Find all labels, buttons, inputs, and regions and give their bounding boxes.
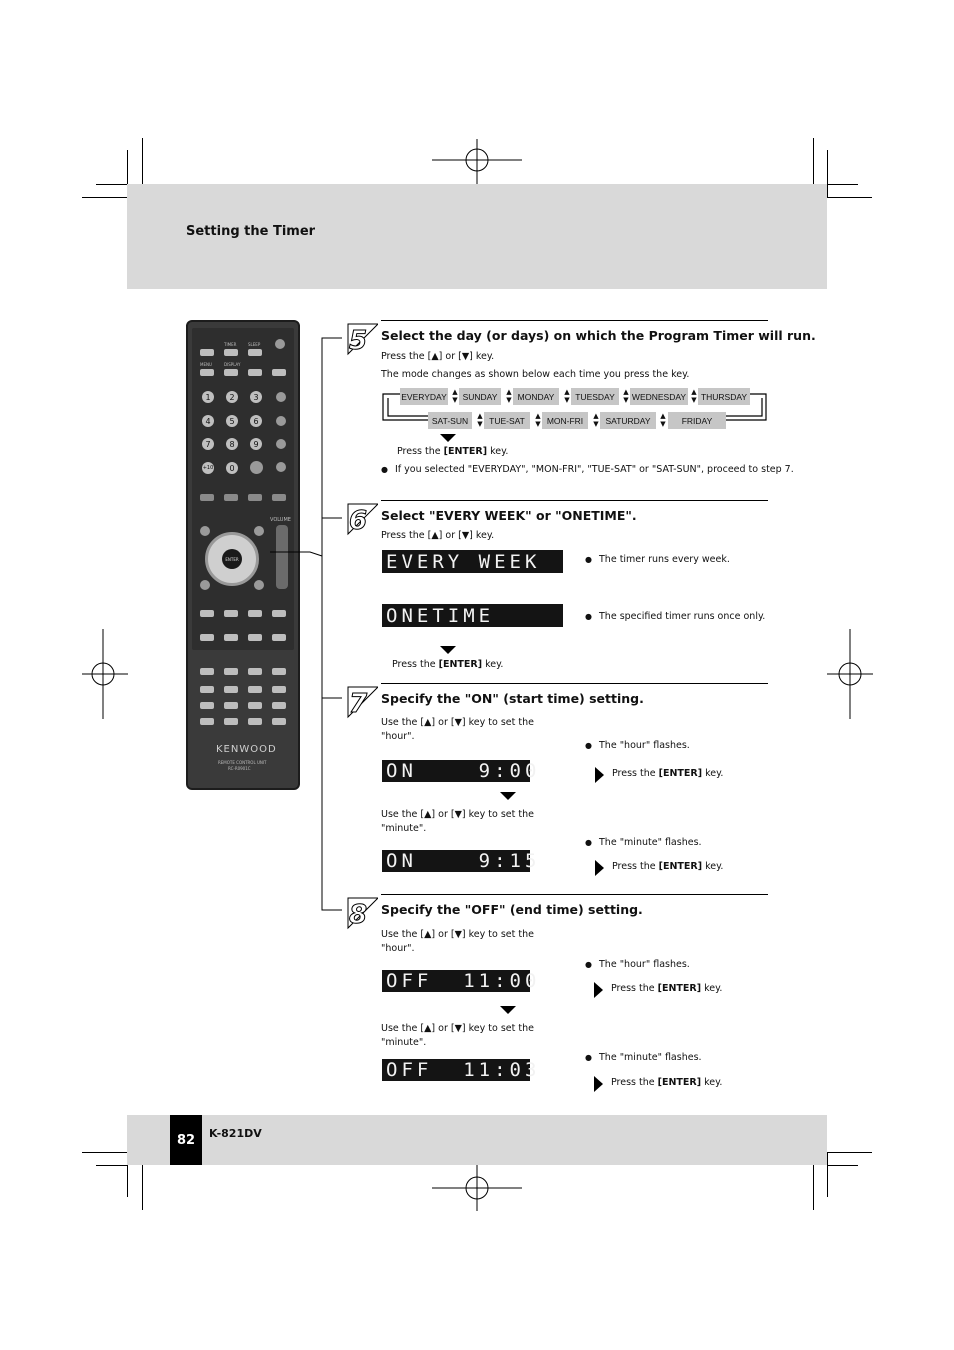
instruction-line: The mode changes as shown below each time you press the key. (381, 369, 690, 380)
down-arrow-icon: ▼ (454, 717, 462, 728)
toggle-arrows-icon: ▲ ▼ (623, 388, 629, 404)
day-option: WEDNESDAY (630, 388, 688, 405)
down-arrow-icon (500, 792, 516, 800)
text: ] or [ (431, 809, 455, 820)
right-arrow-icon (595, 767, 604, 783)
remote-key (224, 718, 238, 725)
remote-key (224, 494, 238, 501)
press-enter-line (612, 767, 723, 781)
day-option: SATURDAY (600, 412, 656, 429)
step-title: Specify the "OFF" (end time) setting. (381, 902, 643, 917)
digit-key: 0 (226, 462, 238, 474)
registration-mark-left (82, 629, 128, 719)
digit-key: +10 (202, 462, 214, 474)
right-arrow-icon (594, 982, 603, 998)
note-bullet: ● The "minute" flashes. (599, 1051, 702, 1065)
enter-key-label: [ENTER] (657, 1077, 702, 1088)
text: key. (482, 659, 504, 670)
lcd-display: EVERY WEEK (382, 550, 563, 573)
remote-key (224, 610, 238, 617)
step-number-8 (344, 896, 378, 930)
step-number-text: 6 (349, 506, 368, 536)
lcd-display: ON 9:15 (382, 850, 530, 872)
day-option: EVERYDAY (400, 388, 448, 405)
toggle-arrows-icon: ▲ ▼ (660, 412, 666, 428)
step-number-text: 8 (349, 900, 368, 930)
crop-mark (82, 1152, 127, 1153)
remote-key (200, 668, 214, 675)
press-enter-line (612, 860, 723, 874)
crop-mark (827, 197, 872, 198)
text: Press the (397, 446, 444, 457)
text: ] or [ (438, 351, 462, 362)
step-number-text: 5 (349, 326, 368, 356)
crop-mark (827, 150, 828, 197)
instruction-line (381, 1022, 566, 1050)
day-option: MONDAY (513, 388, 559, 405)
crop-mark (142, 138, 143, 184)
text: Press the (611, 1077, 658, 1088)
lcd-display: OFF 11:03 (382, 1059, 530, 1081)
step-rule (381, 320, 768, 321)
toggle-arrows-icon: ▲ ▼ (506, 388, 512, 404)
down-arrow-icon: ▼ (454, 1023, 462, 1034)
step-number-6 (344, 502, 378, 536)
digit-key: 7 (202, 438, 214, 450)
note-bullet: ● The "hour" flashes. (599, 958, 690, 972)
down-arrow-icon: ▼ (461, 351, 470, 362)
model-name: K-821DV (209, 1127, 262, 1140)
press-enter-line (611, 1076, 722, 1090)
note-bullet: ● The specified timer runs once only. (599, 610, 765, 624)
remote-model-line: RC-R0901C (228, 766, 251, 771)
instruction-line (381, 529, 494, 543)
text: key. (701, 1077, 723, 1088)
press-enter-line (392, 658, 503, 672)
remote-label: MENU (200, 362, 212, 367)
remote-key (200, 349, 214, 356)
press-enter-line (397, 445, 508, 459)
down-arrow-icon: ▼ (461, 530, 470, 541)
text: Press the (611, 983, 658, 994)
text: Press the (612, 861, 659, 872)
toggle-arrows-icon: ▲ ▼ (593, 412, 599, 428)
toggle-arrows-icon: ▲ ▼ (691, 388, 697, 404)
down-arrow-icon (500, 1006, 516, 1014)
remote-key (200, 686, 214, 693)
step-title: Select "EVERY WEEK" or "ONETIME". (381, 508, 637, 523)
step-title: Specify the "ON" (start time) setting. (381, 691, 644, 706)
enter-key-label: [ENTER] (658, 768, 703, 779)
up-arrow-icon: ▲ (424, 809, 432, 820)
text: key. (701, 983, 723, 994)
digit-key: 9 (250, 438, 262, 450)
text: key. (487, 446, 509, 457)
step-rule (381, 500, 768, 501)
step-number-text: 7 (349, 689, 368, 719)
remote-key (200, 702, 214, 709)
text: ] key to set the (461, 717, 534, 728)
digit-key: 4 (202, 415, 214, 427)
crop-mark (827, 1152, 828, 1197)
day-option: SUNDAY (459, 388, 501, 405)
text: ] or [ (438, 530, 462, 541)
step-number-7 (344, 685, 378, 719)
note-bullet: ● The "hour" flashes. (599, 739, 690, 753)
text: ] or [ (431, 929, 455, 940)
enter-key-label: [ENTER] (657, 983, 702, 994)
digit-key: 8 (226, 438, 238, 450)
text: key. (702, 768, 724, 779)
down-arrow-icon (440, 646, 456, 654)
up-arrow-icon: ▲ (431, 351, 439, 362)
text: Press the [ (381, 351, 432, 362)
text: Press the (612, 768, 659, 779)
down-arrow-icon: ▼ (454, 929, 462, 940)
instruction-line (381, 928, 566, 956)
enter-key-label: [ENTER] (443, 446, 488, 457)
remote-round-key (200, 526, 210, 536)
crop-mark (827, 184, 858, 185)
footer-band (127, 1115, 827, 1165)
text: ] key. (469, 351, 495, 362)
remote-key (200, 369, 214, 376)
step-title: Select the day (or days) on which the Program Timer will run. (381, 328, 816, 343)
toggle-arrows-icon: ▲ ▼ (564, 388, 570, 404)
text: Press the (392, 659, 439, 670)
text: "hour". (381, 943, 415, 954)
digit-key: 2 (226, 391, 238, 403)
text: ] key to set the (461, 809, 534, 820)
day-option: TUE-SAT (484, 412, 530, 429)
registration-mark-bottom (432, 1165, 522, 1211)
registration-mark-top (432, 139, 522, 185)
text: Press the [ (381, 530, 432, 541)
instruction-line (381, 350, 494, 364)
remote-model-line: REMOTE CONTROL UNIT (218, 760, 267, 765)
press-enter-line (611, 982, 722, 996)
text: Use the [ (381, 1023, 425, 1034)
remote-key (224, 634, 238, 641)
toggle-arrows-icon: ▲ ▼ (452, 388, 458, 404)
crop-mark (813, 138, 814, 184)
crop-mark (142, 1165, 143, 1210)
toggle-arrows-icon: ▲ ▼ (535, 412, 541, 428)
right-arrow-icon (595, 860, 604, 876)
day-option: MON-FRI (542, 412, 588, 429)
day-option: TUESDAY (571, 388, 619, 405)
remote-label: TIMER (224, 342, 237, 347)
crop-mark (813, 1165, 814, 1210)
text: ] key. (469, 530, 495, 541)
section-title: Setting the Timer (186, 224, 316, 239)
step-rule (381, 894, 768, 895)
text: ] key to set the (461, 929, 534, 940)
remote-key (200, 610, 214, 617)
day-cycle-diagram (380, 388, 770, 432)
text: ] or [ (431, 1023, 455, 1034)
down-arrow-icon: ▼ (454, 809, 462, 820)
remote-key (200, 718, 214, 725)
text: "hour". (381, 731, 415, 742)
step-rule (381, 683, 768, 684)
crop-mark (82, 197, 127, 198)
crop-mark (827, 1165, 858, 1166)
remote-key (200, 634, 214, 641)
digit-key: 5 (226, 415, 238, 427)
remote-label: SLEEP (248, 342, 261, 347)
registration-mark-right (827, 629, 873, 719)
step-number-5 (344, 322, 378, 356)
day-option: FRIDAY (668, 412, 726, 429)
text: key. (702, 861, 724, 872)
text: "minute". (381, 823, 427, 834)
remote-label: VOLUME (270, 517, 291, 523)
remote-key (224, 702, 238, 709)
note-bullet: ● The "minute" flashes. (599, 836, 702, 850)
text: ] or [ (431, 717, 455, 728)
instruction-line (381, 716, 566, 744)
remote-key (224, 686, 238, 693)
day-option: THURSDAY (698, 388, 750, 405)
remote-key (224, 668, 238, 675)
remote-brand-logo: KENWOOD (216, 744, 277, 755)
up-arrow-icon: ▲ (424, 717, 432, 728)
day-option: SAT-SUN (428, 412, 472, 429)
digit-key: 6 (250, 415, 262, 427)
text: ] key to set the (461, 1023, 534, 1034)
lcd-display: OFF 11:00 (382, 970, 530, 992)
digit-key: 1 (202, 391, 214, 403)
remote-key (224, 369, 238, 376)
enter-key: ENTER (222, 549, 242, 569)
remote-key (200, 494, 214, 501)
remote-key (224, 349, 238, 356)
digit-key: 3 (250, 391, 262, 403)
crop-mark (96, 1165, 127, 1166)
lcd-display: ON 9:00 (382, 760, 530, 782)
note-bullet: ● If you selected "EVERYDAY", "MON-FRI", "TUE-SAT" or "SAT-SUN", proceed to step 7. (395, 463, 794, 477)
remote-label: DISPLAY (224, 362, 241, 367)
up-arrow-icon: ▲ (424, 929, 432, 940)
text: Use the [ (381, 717, 425, 728)
enter-key-label: [ENTER] (438, 659, 483, 670)
enter-key-label: [ENTER] (658, 861, 703, 872)
page-number: 82 (170, 1115, 202, 1165)
down-arrow-icon (440, 434, 456, 442)
instruction-line (381, 808, 566, 836)
text: Use the [ (381, 809, 425, 820)
lcd-display: ONETIME (382, 604, 563, 627)
up-arrow-icon: ▲ (431, 530, 439, 541)
text: Use the [ (381, 929, 425, 940)
crop-mark (96, 184, 127, 185)
toggle-arrows-icon: ▲ ▼ (477, 412, 483, 428)
right-arrow-icon (594, 1076, 603, 1092)
note-bullet: ● The timer runs every week. (599, 553, 730, 567)
crop-mark (827, 1152, 872, 1153)
text: "minute". (381, 1037, 427, 1048)
up-arrow-icon: ▲ (424, 1023, 432, 1034)
remote-round-key (200, 580, 210, 590)
connector-lines (250, 330, 380, 920)
